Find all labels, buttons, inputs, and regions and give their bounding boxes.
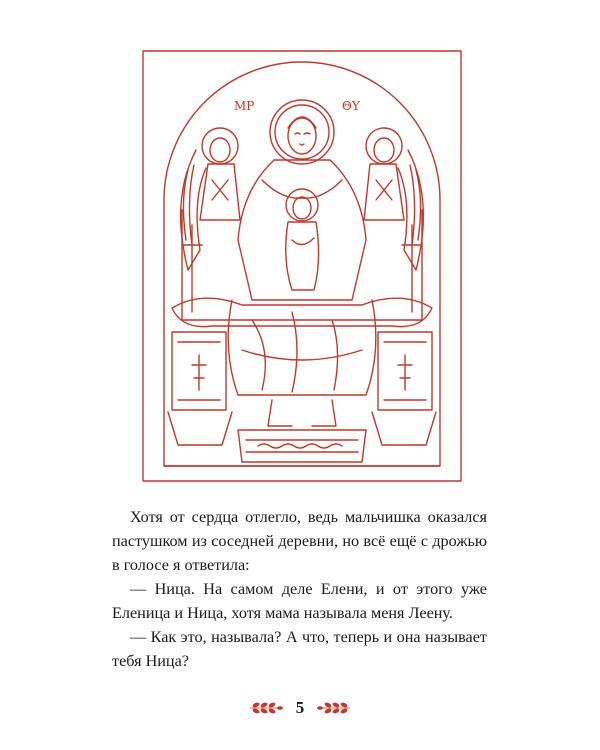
paragraph: Хотя от сердца отлегло, ведь мальчишка оказался пастушком из соседней деревни, но всё ещё с дрожью в голосе я ответила: — [112, 508, 487, 574]
arched-frame — [164, 62, 440, 466]
mother-feet — [268, 400, 336, 426]
icon-illustration — [142, 50, 462, 482]
paragraph: — Ница. На самом деле Елени, и от этого уже Еленица и Ница, хотя мама называла меня Леену. — [112, 580, 487, 622]
footstool — [238, 430, 366, 462]
child-face — [293, 197, 311, 219]
page-number: 5 — [295, 698, 305, 717]
mother-mantle — [238, 160, 366, 300]
paragraph: — Как это, называла? А что, теперь и она называет тебя Ница? — [112, 628, 487, 670]
left-cross — [192, 355, 206, 390]
right-angel-robe — [364, 164, 404, 220]
right-angel-halo — [366, 128, 402, 164]
child-robe — [286, 222, 319, 290]
child-halo — [286, 189, 318, 221]
right-sprig-icon — [316, 701, 352, 715]
left-angel-robe — [200, 164, 240, 220]
right-angel-face — [374, 138, 394, 162]
monogram-left: МР — [234, 99, 255, 113]
lap-drapery — [228, 300, 376, 395]
mother-halo-inner — [275, 105, 329, 159]
left-angel-halo — [202, 128, 238, 164]
text-body — [112, 505, 487, 673]
right-cross — [398, 355, 412, 390]
left-angel-face — [210, 138, 230, 162]
page-footer — [0, 696, 600, 720]
throne-cushion — [172, 298, 432, 326]
left-sprig-icon — [248, 701, 284, 715]
monogram-right: ΘΥ — [342, 99, 360, 113]
throne-back — [182, 210, 422, 320]
